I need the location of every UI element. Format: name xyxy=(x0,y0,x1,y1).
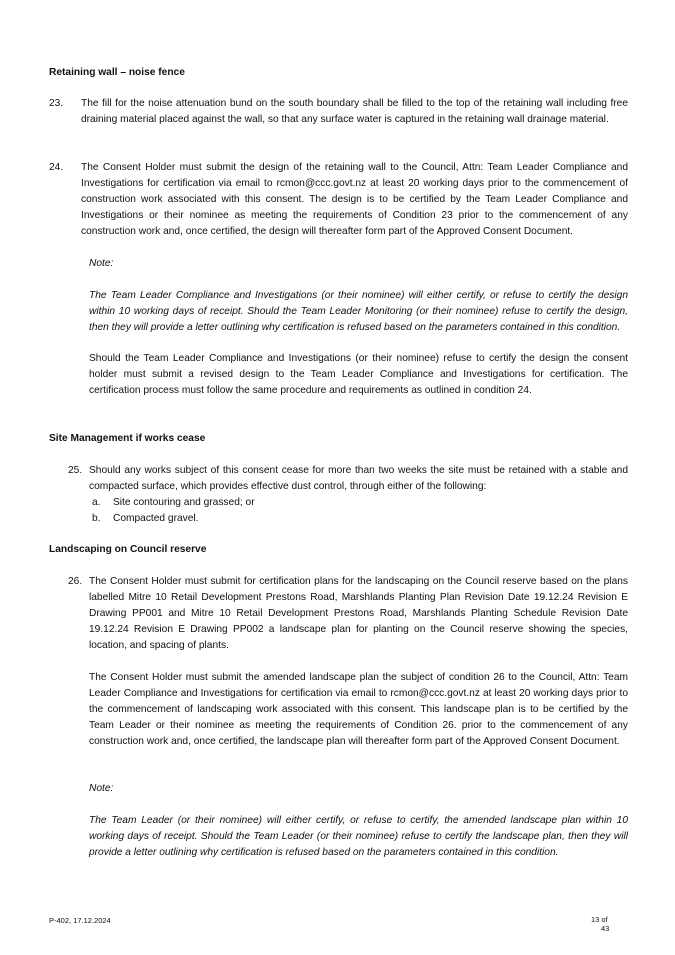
list-item-text-a: Site contouring and grassed; or xyxy=(113,497,255,508)
condition-number-26: 26. xyxy=(68,576,83,587)
footer-page-number xyxy=(591,915,623,933)
condition-24-note-label: Note: xyxy=(89,258,114,269)
condition-number-23: 23. xyxy=(49,98,64,109)
condition-24-paragraph-2: Should the Team Leader Compliance and Investigations (or their nominee) refuse to certify the design the consent holder must submit a revised design to the Team Leader Compliance and Investigations for certification. The certification process must follow the same procedure and requirements as outlined in condition 24. xyxy=(89,353,628,396)
condition-25-text: Should any works subject of this consent cease for more than two weeks the site must be retained with a stable and compacted surface, which provides effective dust control, through either of the following: xyxy=(89,465,628,492)
footer-document-reference: P-402, 17.12.2024 xyxy=(49,916,111,925)
section-heading-landscaping: Landscaping on Council reserve xyxy=(49,544,207,555)
condition-24-note-text: The Team Leader Compliance and Investigations (or their nominee) will either certify, or refuse to certify the design within 10 working days of receipt. Should the Team Leader Monitoring (or their nominee) refuse to certify the design, then they will provide a letter outlining why certification is refused based on the parameters contained in this condition. xyxy=(89,290,628,333)
section-heading-site-management: Site Management if works cease xyxy=(49,433,206,444)
condition-26-text: The Consent Holder must submit for certification plans for the landscaping on the Council reserve based on the plans labelled Mitre 10 Retail Development Prestons Road, Marshlands Planting Plan Revision Date 19.12.24 Revision E Drawing PP001 and Mitre 10 Retail Development Prestons Road, Marshlands Planting Schedule Revision Date 19.12.24 Revision E Drawing PP002 a landscape plan for planting on the Council reserve showing the species, location, and spacing of plants. xyxy=(89,576,628,651)
list-item-text-b: Compacted gravel. xyxy=(113,513,199,524)
condition-26-note-text: The Team Leader (or their nominee) will either certify, or refuse to certify, the amended landscape plan within 10 working days of receipt. Should the Team Leader (or their nominee) refuse to certify the landscape plan, then they will provide a letter outlining why certification is refused based on the parameters contained in this condition. xyxy=(89,815,628,858)
list-item-label-b: b. xyxy=(92,513,101,524)
section-heading-retaining-wall: Retaining wall – noise fence xyxy=(49,67,185,78)
condition-26-note-label: Note: xyxy=(89,783,114,794)
condition-26-paragraph-2: The Consent Holder must submit the amended landscape plan the subject of condition 26 to the Council, Attn: Team Leader Compliance and Investigations for certification via email to rcmon@ccc.govt.nz at least 20 working days prior to the commencement of landscaping work associated with this consent. This landscape plan is to be certified by the Team Leader or their nominee as meeting the requirements of Condition 26. prior to the commencement of any construction work and, once certified, the landscape plan will thereafter form part of the Approved Consent Document. xyxy=(89,672,628,747)
condition-number-25: 25. xyxy=(68,465,83,476)
condition-23-text: The fill for the noise attenuation bund on the south boundary shall be filled to the top of the retaining wall including free draining material placed against the wall, so that any surface water is captured in the retaining wall drainage material. xyxy=(81,98,628,125)
condition-number-24: 24. xyxy=(49,162,64,173)
condition-24-text: The Consent Holder must submit the design of the retaining wall to the Council, Attn: Team Leader Compliance and Investigations for certification via email to rcmon@ccc.govt.nz at least 20 working days prior to the commencement of construction work associated with this consent. The design is to be certified by the Team Leader Compliance and Investigations or their nominee as meeting the requirements of Condition 23 prior to the commencement of any construction work and, once certified, the design will thereafter form part of the Approved Consent Document. xyxy=(81,162,628,237)
list-item-label-a: a. xyxy=(92,497,101,508)
footer-page-line-2: 43 xyxy=(601,924,610,933)
footer-page-line-1: 13 of xyxy=(591,915,608,924)
